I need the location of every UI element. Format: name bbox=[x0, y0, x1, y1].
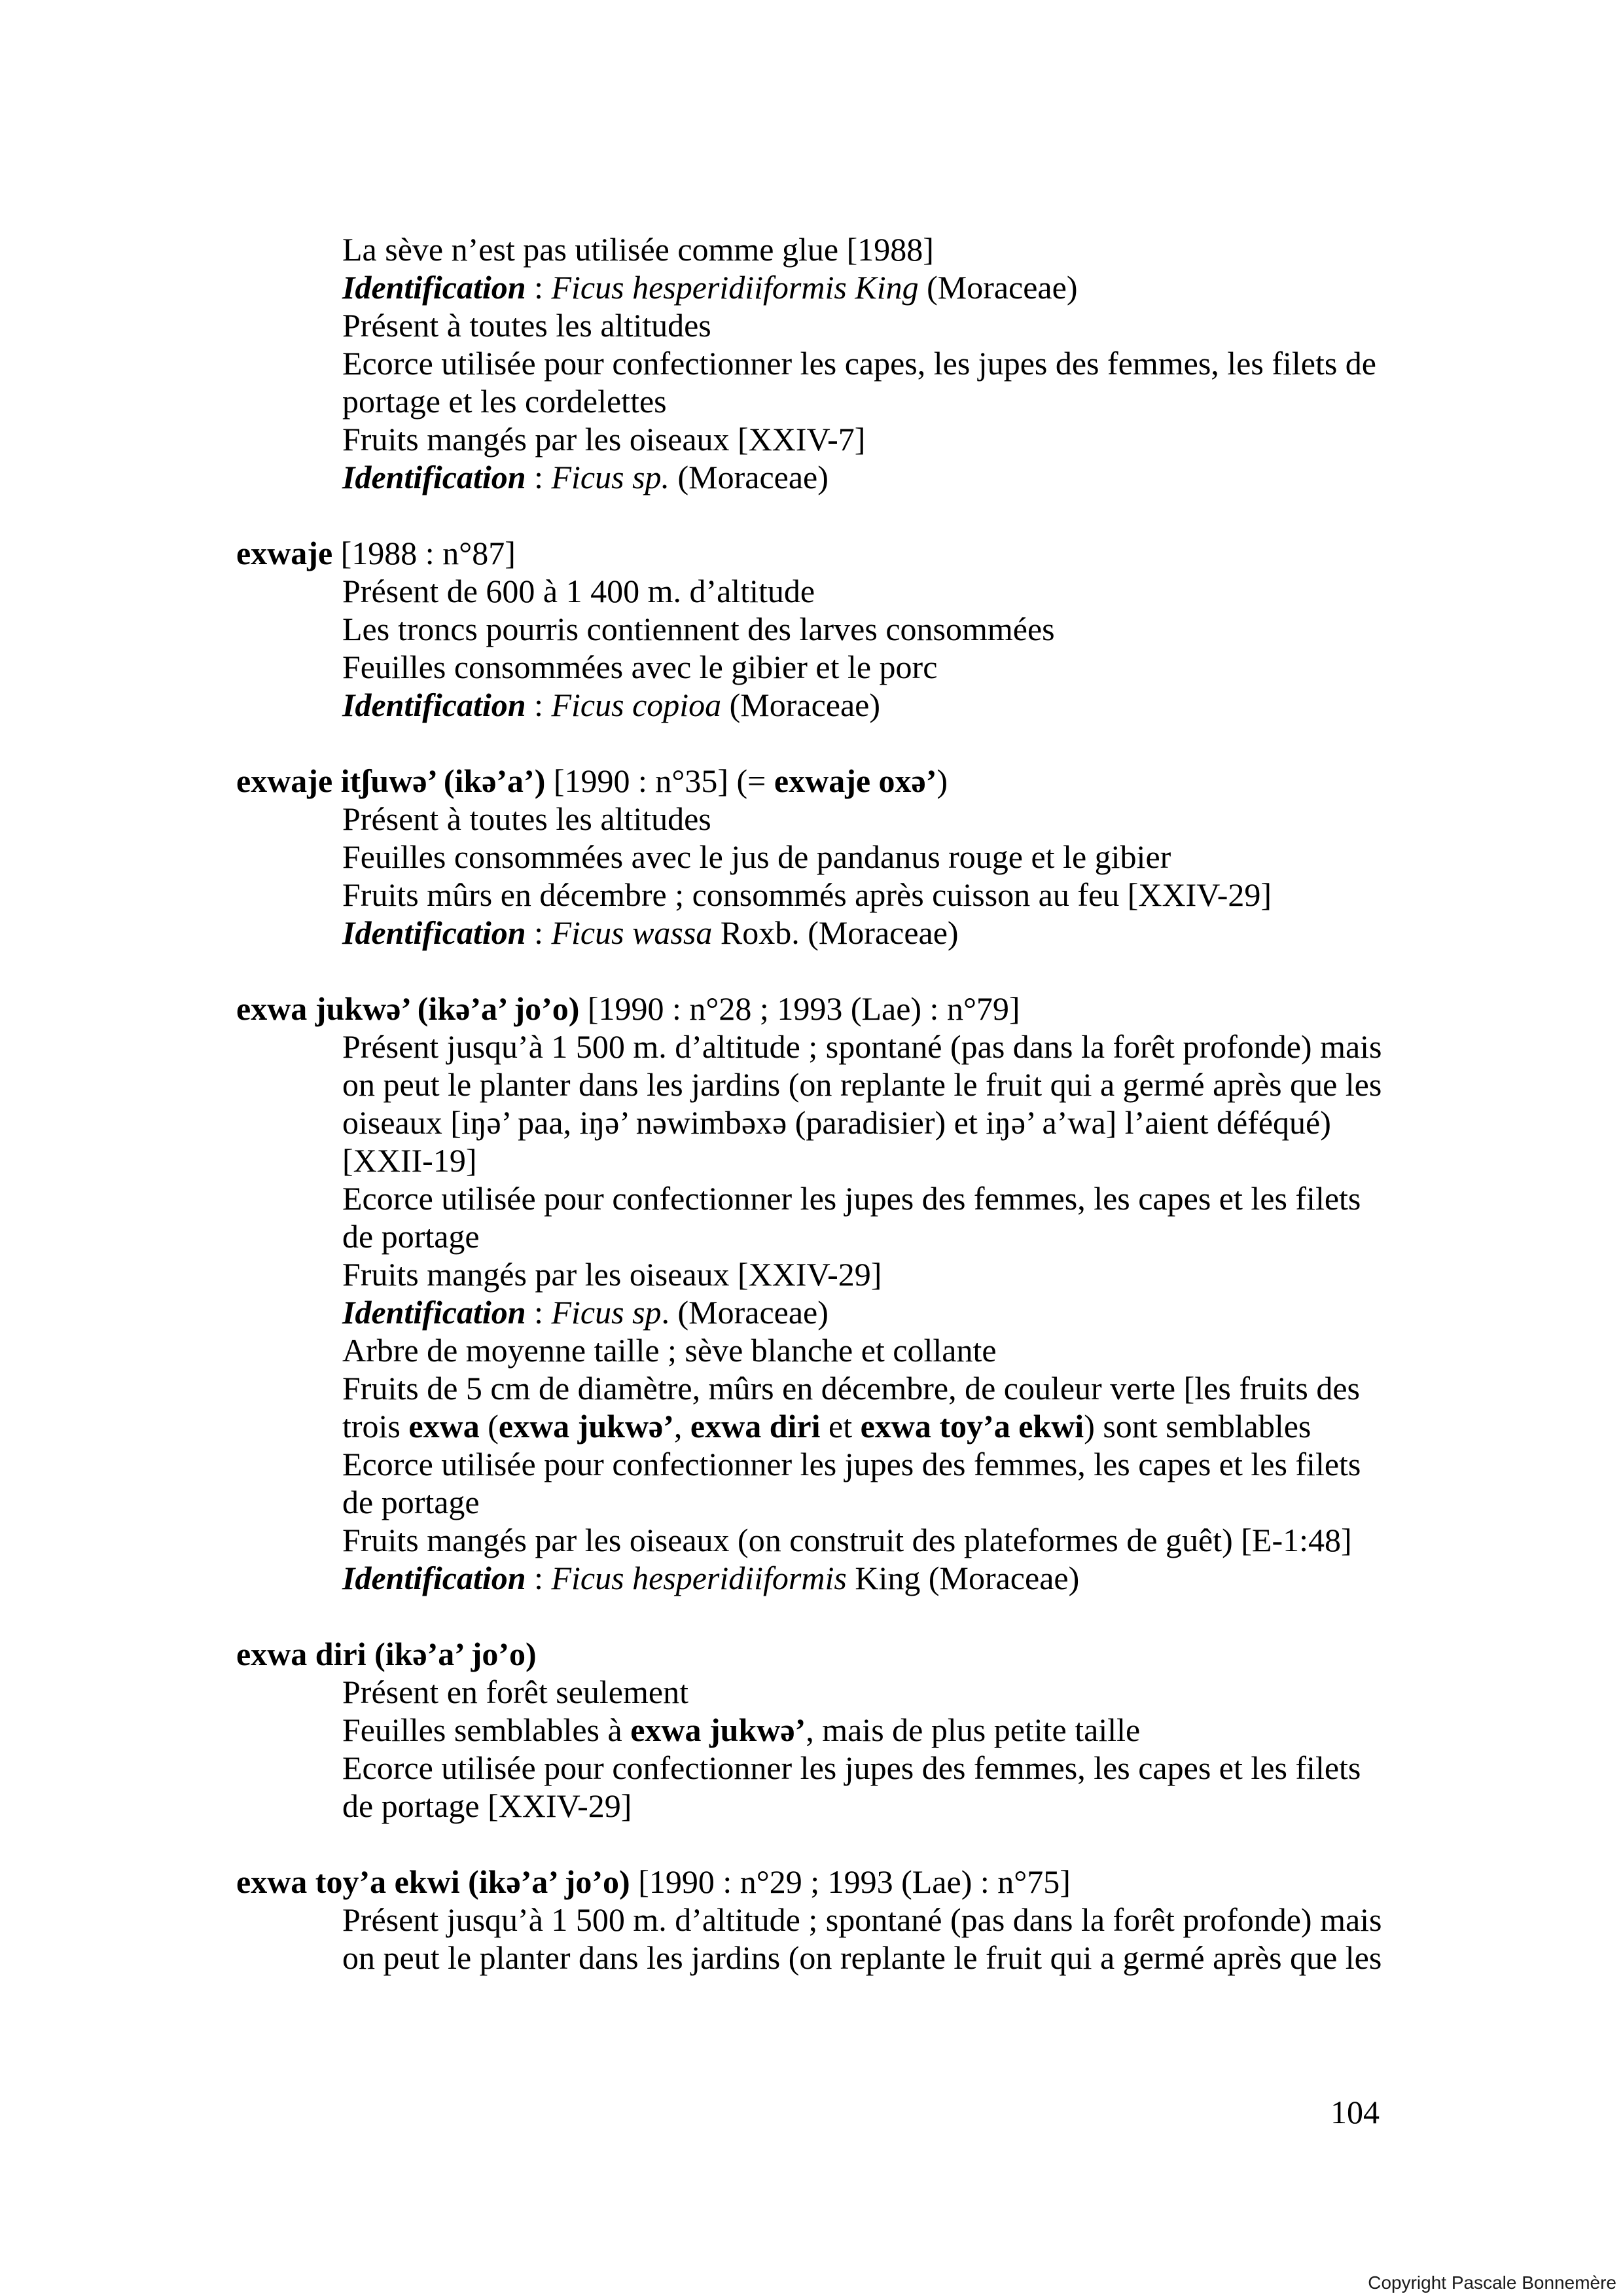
text-run: portage et les cordelettes bbox=[342, 383, 667, 420]
text-line bbox=[342, 1939, 1623, 1977]
text-run: . (Moraceae) bbox=[661, 1294, 829, 1331]
text-line bbox=[342, 1901, 1623, 1939]
text-line bbox=[342, 1103, 1623, 1141]
entry-block bbox=[0, 1863, 1623, 1977]
text-run: Feuilles consommées avec le gibier et le porc bbox=[342, 649, 938, 685]
text-run: Les troncs pourris contiennent des larves consommées bbox=[342, 611, 1055, 647]
text-run: exwa diri bbox=[690, 1408, 821, 1444]
text-run: Arbre de moyenne taille ; sève blanche et collante bbox=[342, 1332, 997, 1369]
text-run: : bbox=[526, 914, 552, 951]
text-run: Identification bbox=[342, 459, 526, 495]
text-run: Ecorce utilisée pour confectionner les jupes des femmes, les capes et les filets bbox=[342, 1180, 1361, 1217]
text-run: Identification bbox=[342, 1560, 526, 1596]
text-run: : bbox=[526, 1560, 552, 1596]
text-run: exwa jukwə’ bbox=[630, 1712, 806, 1748]
text-run: Identification bbox=[342, 1294, 526, 1331]
text-run: exwa bbox=[408, 1408, 480, 1444]
text-line bbox=[342, 1445, 1623, 1483]
text-run: Fruits mûrs en décembre ; consommés après cuisson au feu [XXIV-29] bbox=[342, 876, 1272, 913]
text-run: Ecorce utilisée pour confectionner les jupes des femmes, les capes et les filets bbox=[342, 1749, 1361, 1786]
text-run: Identification bbox=[342, 687, 526, 723]
text-run: ) sont semblables bbox=[1084, 1408, 1311, 1444]
text-run: exwa jukwə’ bbox=[498, 1408, 674, 1444]
text-line bbox=[342, 1141, 1623, 1179]
text-run: exwa jukwə’ (ikə’a’ jo’o) bbox=[236, 990, 580, 1027]
text-run: : bbox=[526, 459, 552, 495]
text-run: Ficus sp. bbox=[551, 459, 670, 495]
text-run: Ficus sp bbox=[551, 1294, 662, 1331]
text-line bbox=[342, 458, 1623, 496]
text-run: de portage [XXIV-29] bbox=[342, 1787, 632, 1824]
text-run: Ficus hesperidiiformis bbox=[551, 1560, 847, 1596]
entry-block bbox=[0, 230, 1623, 496]
text-run: Présent à toutes les altitudes bbox=[342, 307, 711, 344]
text-run: (Moraceae) bbox=[918, 269, 1078, 306]
text-run: [1990 : n°29 ; 1993 (Lae) : n°75] bbox=[630, 1863, 1071, 1900]
text-run: Fruits de 5 cm de diamètre, mûrs en décembre, de couleur verte [les fruits des bbox=[342, 1370, 1361, 1407]
text-line bbox=[342, 1217, 1623, 1255]
text-run: Présent jusqu’à 1 500 m. d’altitude ; spontané (pas dans la forêt profonde) mais bbox=[342, 1028, 1382, 1065]
text-line bbox=[342, 1521, 1623, 1559]
text-line bbox=[342, 1179, 1623, 1217]
text-run: Présent à toutes les altitudes bbox=[342, 800, 711, 837]
text-run: trois bbox=[342, 1408, 409, 1444]
text-line bbox=[342, 1369, 1623, 1407]
text-run: on peut le planter dans les jardins (on replante le fruit qui a germé après que les bbox=[342, 1939, 1382, 1976]
text-run: exwa toy’a ekwi bbox=[860, 1408, 1084, 1444]
text-run: [1990 : n°35] (= bbox=[545, 762, 774, 799]
text-line bbox=[342, 610, 1623, 648]
text-run: Fruits mangés par les oiseaux (on construit des plateformes de guêt) [E-1:48] bbox=[342, 1522, 1352, 1558]
entry-headword bbox=[236, 534, 1623, 572]
text-run: Présent jusqu’à 1 500 m. d’altitude ; spontané (pas dans la forêt profonde) mais bbox=[342, 1901, 1382, 1938]
text-line bbox=[342, 420, 1623, 458]
text-line bbox=[342, 838, 1623, 876]
text-run: Présent de 600 à 1 400 m. d’altitude bbox=[342, 573, 815, 609]
text-run: , mais de plus petite taille bbox=[806, 1712, 1141, 1748]
text-run: Présent en forêt seulement bbox=[342, 1674, 688, 1710]
text-line bbox=[342, 1483, 1623, 1521]
page-number: 104 bbox=[1330, 2094, 1380, 2130]
text-run: et bbox=[820, 1408, 861, 1444]
text-run: exwaje bbox=[236, 535, 333, 571]
text-line bbox=[342, 1407, 1623, 1445]
text-line bbox=[342, 1673, 1623, 1711]
entry-block bbox=[0, 534, 1623, 724]
text-run: Feuilles consommées avec le jus de pandanus rouge et le gibier bbox=[342, 838, 1171, 875]
text-line bbox=[342, 1331, 1623, 1369]
text-line bbox=[342, 1066, 1623, 1103]
text-run: : bbox=[526, 1294, 552, 1331]
text-run: exwa diri (ikə’a’ jo’o) bbox=[236, 1636, 537, 1672]
document-body bbox=[0, 230, 1623, 1977]
text-run: [1990 : n°28 ; 1993 (Lae) : n°79] bbox=[579, 990, 1020, 1027]
text-line bbox=[342, 1255, 1623, 1293]
copyright-notice: Copyright Pascale Bonnemère bbox=[1368, 2272, 1616, 2293]
text-run: Ecorce utilisée pour confectionner les capes, les jupes des femmes, les filets de bbox=[342, 345, 1376, 382]
text-line bbox=[342, 1749, 1623, 1787]
text-line bbox=[342, 914, 1623, 952]
entry-headword bbox=[236, 762, 1623, 800]
text-line bbox=[342, 1711, 1623, 1749]
entry-headword bbox=[236, 1863, 1623, 1901]
text-line bbox=[342, 648, 1623, 686]
text-run: [1988 : n°87] bbox=[332, 535, 516, 571]
text-run: de portage bbox=[342, 1484, 480, 1520]
text-run: exwaje oxə’ bbox=[774, 762, 937, 799]
text-run: La sève n’est pas utilisée comme glue [1988] bbox=[342, 231, 934, 268]
text-run: : bbox=[526, 269, 552, 306]
text-line bbox=[342, 800, 1623, 838]
text-run: Fruits mangés par les oiseaux [XXIV-7] bbox=[342, 421, 866, 457]
text-run: (Moraceae) bbox=[669, 459, 829, 495]
text-run: King (Moraceae) bbox=[846, 1560, 1080, 1596]
entry-headword bbox=[236, 990, 1623, 1028]
text-line bbox=[342, 876, 1623, 914]
text-line bbox=[342, 344, 1623, 382]
text-run: Ficus copioa bbox=[551, 687, 722, 723]
text-run: (Moraceae) bbox=[721, 687, 881, 723]
text-run: exwaje itʃuwə’ (ikə’a’) bbox=[236, 762, 546, 799]
entry-block bbox=[0, 762, 1623, 952]
text-run: ( bbox=[479, 1408, 499, 1444]
entry-block bbox=[0, 1635, 1623, 1825]
text-line bbox=[342, 1787, 1623, 1825]
text-line bbox=[342, 268, 1623, 306]
text-run: on peut le planter dans les jardins (on replante le fruit qui a germé après que les bbox=[342, 1066, 1382, 1103]
text-line bbox=[342, 1293, 1623, 1331]
text-line bbox=[342, 230, 1623, 268]
text-run: oiseaux [iŋə’ paa, iŋə’ nəwimbəxə (paradisier) et iŋə’ a’wa] l’aient déféqué) bbox=[342, 1104, 1331, 1141]
text-line bbox=[342, 382, 1623, 420]
text-run: Ecorce utilisée pour confectionner les jupes des femmes, les capes et les filets bbox=[342, 1446, 1361, 1482]
text-run: [XXII-19] bbox=[342, 1142, 477, 1179]
text-run: Identification bbox=[342, 269, 526, 306]
text-run: Ficus wassa bbox=[551, 914, 713, 951]
text-run: , bbox=[673, 1408, 690, 1444]
text-run: Ficus hesperidiiformis King bbox=[551, 269, 919, 306]
text-line bbox=[342, 1028, 1623, 1066]
text-line bbox=[342, 1559, 1623, 1597]
text-run: Roxb. (Moraceae) bbox=[712, 914, 959, 951]
text-line bbox=[342, 306, 1623, 344]
text-line bbox=[342, 572, 1623, 610]
entry-block bbox=[0, 990, 1623, 1597]
text-run: Identification bbox=[342, 914, 526, 951]
text-run: de portage bbox=[342, 1218, 480, 1255]
text-run: : bbox=[526, 687, 552, 723]
entry-headword bbox=[236, 1635, 1623, 1673]
text-line bbox=[342, 686, 1623, 724]
text-run: ) bbox=[936, 762, 948, 799]
text-run: exwa toy’a ekwi (ikə’a’ jo’o) bbox=[236, 1863, 630, 1900]
text-run: Fruits mangés par les oiseaux [XXIV-29] bbox=[342, 1256, 882, 1293]
text-run: Feuilles semblables à bbox=[342, 1712, 631, 1748]
